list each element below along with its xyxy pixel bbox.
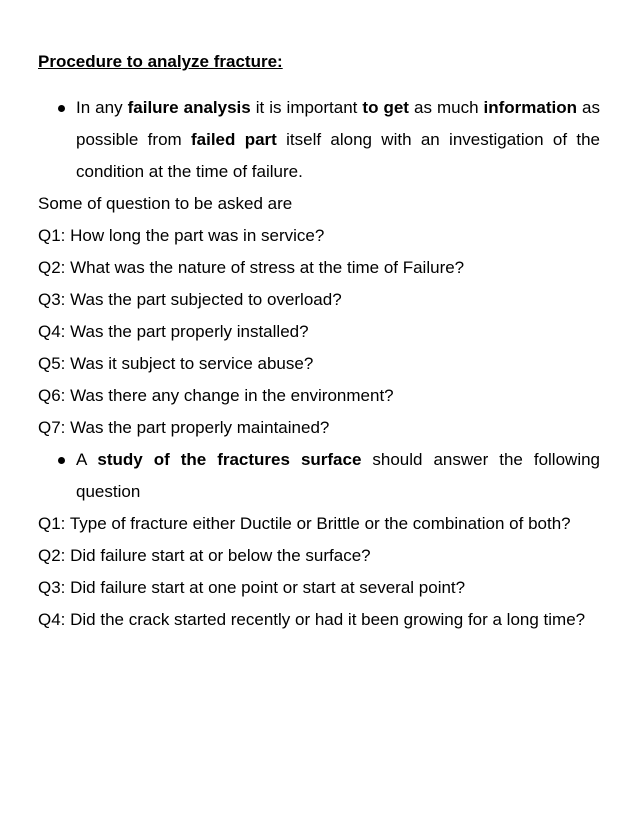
bullet-icon	[58, 105, 65, 112]
question-line: Q3: Was the part subjected to overload?	[38, 290, 342, 309]
question-line: Q3: Did failure start at one point or start at several point?	[38, 578, 466, 597]
question-line: Q2: Did failure start at or below the surface?	[38, 546, 371, 565]
document-page	[38, 46, 600, 636]
bullet-text: A study of the fractures surface should answer the following question	[76, 450, 601, 501]
bullet-item-failure-analysis	[38, 92, 600, 188]
question-line: Q1: Type of fracture either Ductile or Brittle or the combination of both?	[38, 514, 571, 533]
question-line: Q6: Was there any change in the environment?	[38, 386, 394, 405]
question-line: Q1: How long the part was in service?	[38, 226, 325, 245]
question-line: Q5: Was it subject to service abuse?	[38, 354, 314, 373]
section-heading: Procedure to analyze fracture:	[38, 52, 283, 71]
bullet-item-fracture-surface	[38, 444, 600, 508]
question-line: Q7: Was the part properly maintained?	[38, 418, 330, 437]
bullet-icon	[58, 457, 65, 464]
question-line: Q4: Did the crack started recently or had it been growing for a long time?	[38, 610, 586, 629]
question-line: Q4: Was the part properly installed?	[38, 322, 309, 341]
questions-intro: Some of question to be asked are	[38, 194, 293, 213]
question-line: Q2: What was the nature of stress at the time of Failure?	[38, 258, 465, 277]
bullet-text: In any failure analysis it is important to get as much information as possible from failed part itself along with an investigation of the condition at the time of failure.	[76, 98, 600, 181]
